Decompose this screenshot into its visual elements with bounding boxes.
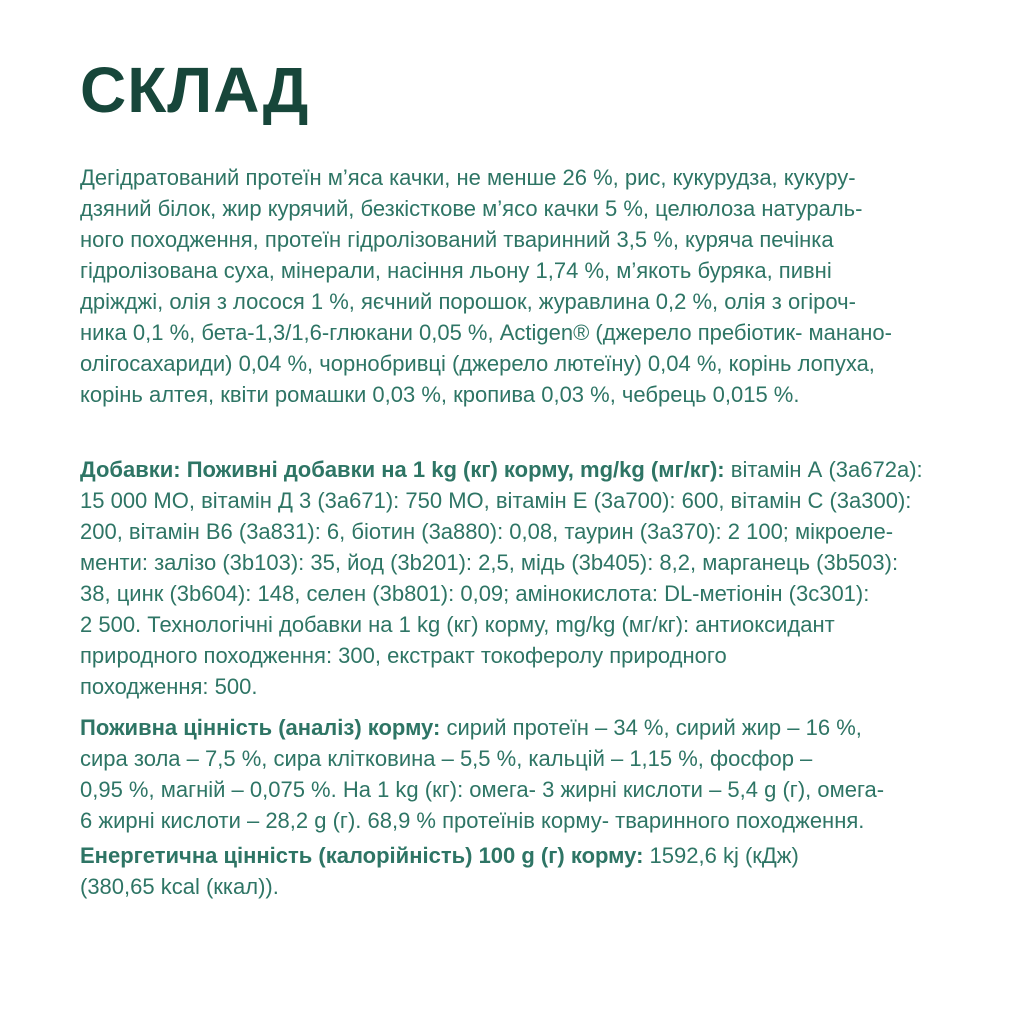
additives-lead-label: Добавки: Поживні добавки на 1 kg (кг) корму, mg/kg (мг/кг):: [80, 457, 725, 482]
text-line: менти: залізо (3b103): 35, йод (3b201): 2,5, мідь (3b405): 8,2, марганець (3b503):: [80, 550, 899, 575]
text-line: сира зола – 7,5 %, сира клітковина – 5,5 %, кальцій – 1,15 %, фосфор –: [80, 746, 813, 771]
text-line: Дегідратований протеїн м’яса качки, не менше 26 %, рис, кукурудза, кукуру-: [80, 165, 856, 190]
text-line: 200, вітамін В6 (3а831): 6, біотин (3а880): 0,08, таурин (3а370): 2 100; мікроеле-: [80, 519, 894, 544]
energy-lead-rest: 1592,6 kj (кДж): [643, 843, 799, 868]
page-title: СКЛАД: [80, 54, 310, 126]
nutrition-lead-rest: сирий протеїн – 34 %, сирий жир – 16 %,: [440, 715, 862, 740]
text-line: [80, 712, 984, 743]
text-line: [80, 840, 984, 871]
text-line: 38, цинк (3b604): 148, селен (3b801): 0,09; амінокислота: DL-метіонін (3c301):: [80, 581, 870, 606]
text-line: походження: 500.: [80, 674, 258, 699]
energy-lead-label: Енергетична цінність (калорійність) 100 g (г) корму:: [80, 843, 644, 868]
text-line: корінь алтея, квіти ромашки 0,03 %, кропива 0,03 %, чебрець 0,015 %.: [80, 382, 800, 407]
text-line: [80, 454, 984, 485]
additives-lead-rest: вітамін А (3а672а):: [724, 457, 923, 482]
energy-paragraph: [80, 840, 984, 902]
nutrition-paragraph: [80, 712, 984, 836]
text-line: 2 500. Технологічні добавки на 1 kg (кг) корму, mg/kg (мг/кг): антиоксидант: [80, 612, 835, 637]
text-line: дріжджі, олія з лосося 1 %, яєчний порошок, журавлина 0,2 %, олія з огіроч-: [80, 289, 856, 314]
text-line: 0,95 %, магній – 0,075 %. На 1 kg (кг): омега- 3 жирні кислоти – 5,4 g (г), омега-: [80, 777, 885, 802]
text-line: олігосахариди) 0,04 %, чорнобривці (джерело лютеїну) 0,04 %, корінь лопуха,: [80, 351, 875, 376]
text-line: гідролізована суха, мінерали, насіння льону 1,74 %, м’якоть буряка, пивні: [80, 258, 832, 283]
text-line: 6 жирні кислоти – 28,2 g (г). 68,9 % протеїнів корму- тваринного походження.: [80, 808, 865, 833]
text-line: ника 0,1 %, бета-1,3/1,6-глюкани 0,05 %, Actigen® (джерело пребіотик- манано-: [80, 320, 892, 345]
text-line: дзяний білок, жир курячий, безкісткове м’ясо качки 5 %, целюлоза натураль-: [80, 196, 863, 221]
text-line: ного походження, протеїн гідролізований тваринний 3,5 %, куряча печінка: [80, 227, 834, 252]
ingredients-paragraph: [80, 162, 984, 410]
nutrition-lead-label: Поживна цінність (аналіз) корму:: [80, 715, 441, 740]
text-line: природного походження: 300, екстракт токоферолу природного: [80, 643, 727, 668]
text-line: 15 000 МО, вітамін Д 3 (3а671): 750 МО, вітамін Е (3а700): 600, вітамін С (3а300):: [80, 488, 912, 513]
additives-paragraph: [80, 454, 984, 702]
text-line: (380,65 kcal (ккал)).: [80, 874, 279, 899]
